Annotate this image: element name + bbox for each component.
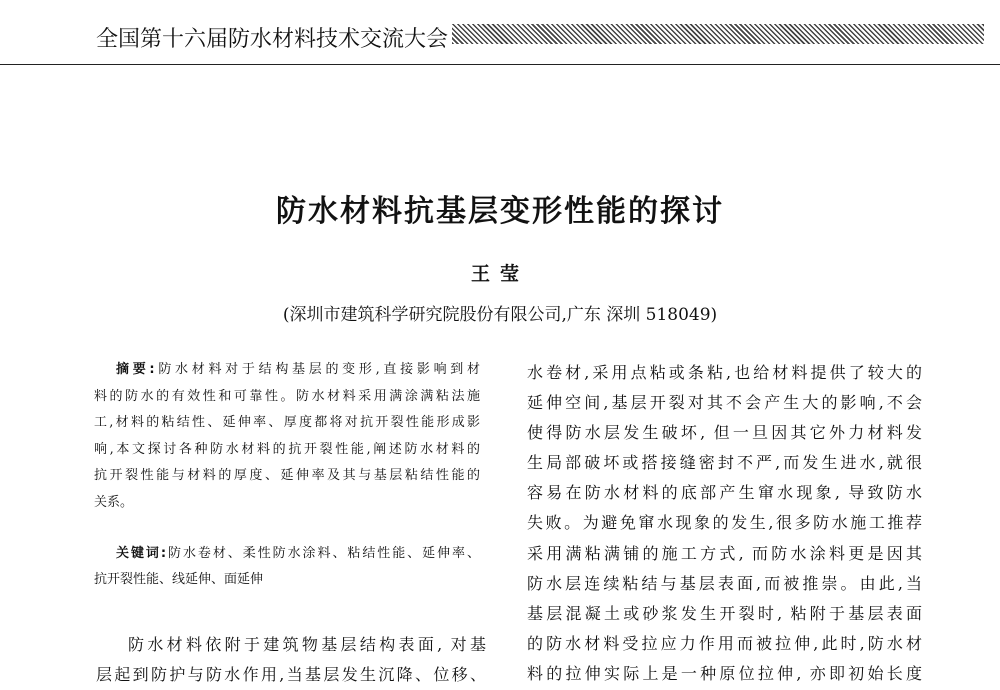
body-line: 防水层连续粘结与基层表面,而被推崇。由此,当 (527, 573, 922, 593)
body-line: 采用满粘满铺的施工方式, 而防水涂料更是因其 (527, 543, 922, 563)
body-line: 水卷材,采用点粘或条粘,也给材料提供了较大的 (527, 363, 922, 382)
body-line: 的防水材料受拉应力作用而被拉伸,此时,防水材 (527, 633, 922, 653)
body-text-left (96, 630, 486, 690)
keywords (94, 541, 480, 593)
body-line: 料的拉伸实际上是一种原位拉伸, 亦即初始长度 (527, 663, 922, 683)
header-decorative-band (452, 24, 984, 44)
abstract-line: 关系。 (94, 494, 134, 510)
header-rule (0, 64, 1000, 65)
body-line: 生局部破坏或搭接缝密封不严,而发生进水,就很 (527, 453, 922, 473)
abstract-line: 工,材料的粘结性、延伸率、厚度都将对抗开裂性能形成影 (94, 415, 480, 430)
body-line: 失败。为避免窜水现象的发生,很多防水施工推荐 (527, 513, 922, 533)
body-line: 防水材料依附于建筑物基层结构表面, 对基 (128, 635, 486, 654)
keywords-line: 关键词:防水卷材、柔性防水涂料、粘结性能、延伸率、 (116, 546, 480, 561)
body-line: 容易在防水材料的底部产生窜水现象, 导致防水 (527, 483, 922, 503)
conference-name: 全国第十六届防水材料技术交流大会 (96, 27, 449, 52)
author-name: 王莹 (470, 263, 529, 285)
abstract-line: 抗开裂性能与材料的厚度、延伸率及其与基层粘结性能的 (94, 468, 480, 483)
keywords-label: 关键词: (116, 546, 167, 561)
body-line: 层起到防护与防水作用,当基层发生沉降、位移、 (96, 665, 486, 684)
paper-title: 防水材料抗基层变形性能的探讨 (276, 194, 724, 229)
author-affiliation: (深圳市建筑科学研究院股份有限公司,广东 深圳 518049) (282, 305, 718, 325)
body-line: 基层混凝土或砂浆发生开裂时, 粘附于基层表面 (527, 603, 922, 623)
abstract (94, 357, 480, 516)
body-line: 延伸空间,基层开裂对其不会产生大的影响,不会 (527, 393, 922, 413)
abstract-line: 响,本文探讨各种防水材料的抗开裂性能,阐述防水材料的 (94, 441, 480, 457)
body-line: 使得防水层发生破坏, 但一旦因其它外力材料发 (527, 423, 922, 443)
abstract-line: 料的防水的有效性和可靠性。防水材料采用满涂满粘法施 (94, 388, 480, 404)
body-text-right (527, 358, 922, 689)
abstract-label: 摘要: (116, 362, 155, 377)
keywords-line: 抗开裂性能、线延伸、面延伸 (94, 572, 264, 587)
abstract-line: 摘要:防水材料对于结构基层的变形,直接影响到材 (116, 362, 480, 377)
